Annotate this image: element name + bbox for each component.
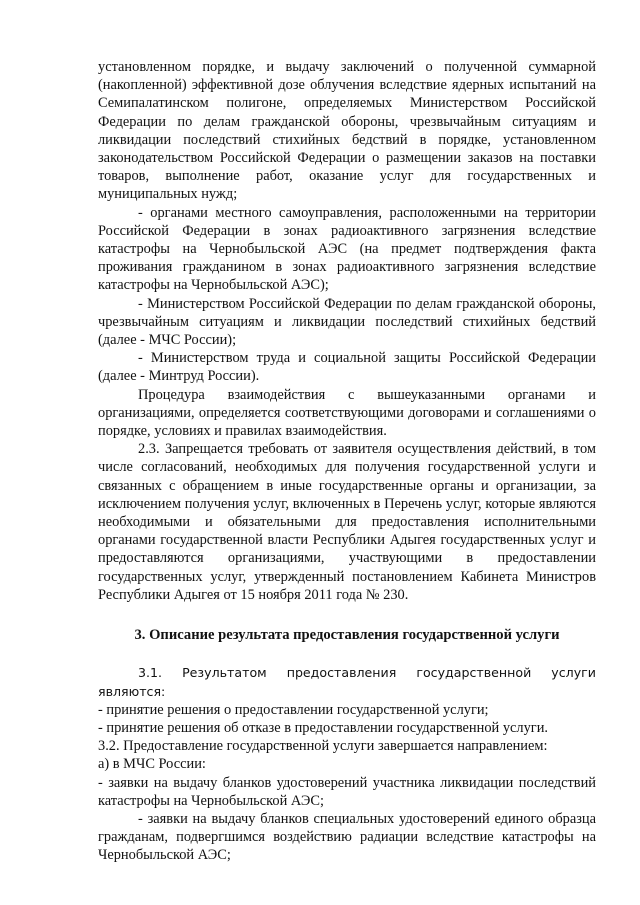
list-item-refusal: - принятие решения об отказе в предоставлении государственной услуги.: [98, 719, 548, 736]
body-text-top: [98, 58, 596, 604]
paragraph-3-1: 3.1. Результатом предоставления государственной услуги являются:: [98, 665, 596, 699]
paragraph-3-2: 3.2. Предоставление государственной услуги завершается направлением:: [98, 738, 548, 755]
section-heading: 3. Описание результата предоставления государственной услуги: [134, 627, 560, 644]
paragraph-continuation: установленном порядке, и выдачу заключений о полученной суммарной (накопленной) эффективной дозе облучения вследствие ядерных испытаний на Семипалатинском полигоне, определяемых Министерством Российской Федерации по делам гражданской обороны, чрезвычайным ситуациям и ликвидации последствий стихийных бедствий в порядке, установленном законодательством Российской Федерации о размещении заказов на поставки товаров, выполнение работ, оказание услуг для государственных и муниципальных нужд;: [98, 59, 596, 203]
document-page: [98, 58, 596, 865]
paragraph-local-authorities: - органами местного самоуправления, расположенными на территории Российской Федерации в зонах радиоактивного загрязнения вследствие катастрофы на Чернобыльской АЭС (на предмет подтверждения факта проживания гражданином в зонах радиоактивного загрязнения вследствие катастрофы на Чернобыльской АЭС);: [98, 204, 596, 294]
list-item-a-mchs: а) в МЧС России:: [98, 756, 206, 773]
list-item-request-participant: - заявки на выдачу бланков удостоверений участника ликвидации последствий катастрофы на Чернобыльской АЭС;: [98, 774, 596, 809]
paragraph-2-3: 2.3. Запрещается требовать от заявителя осуществления действий, в том числе согласований, необходимых для получения государственной услуги и связанных с обращением в иные государственные органы и организации, за исключением получения услуг, включенных в Перечень услуг, которые являются необходимыми и обязательными для предоставления исполнительными органами государственной власти Республики Адыгея государственных услуг и предоставляются организациями, участвующими в предоставлении государственных услуг, утвержденный постановлением Кабинета Министров Республики Адыгея от 15 ноября 2011 года № 230.: [98, 441, 596, 603]
list-item-request-special: - заявки на выдачу бланков специальных удостоверений единого образца гражданам, подвергшимся воздействию радиации вследствие катастрофы на Чернобыльской АЭС;: [98, 810, 596, 864]
paragraph-mintrud: - Министерством труда и социальной защиты Российской Федерации (далее - Минтруд России).: [98, 350, 596, 385]
paragraph-mchs: - Министерством Российской Федерации по делам гражданской обороны, чрезвычайным ситуациям и ликвидации последствий стихийных бедствий (далее - МЧС России);: [98, 295, 596, 349]
body-text-bottom: [98, 664, 596, 864]
list-item-grant: - принятие решения о предоставлении государственной услуги;: [98, 701, 489, 718]
paragraph-procedure: Процедура взаимодействия с вышеуказанными органами и организациями, определяется соответствующими договорами и соглашениями о порядке, условиях и правилах взаимодействия.: [98, 386, 596, 440]
